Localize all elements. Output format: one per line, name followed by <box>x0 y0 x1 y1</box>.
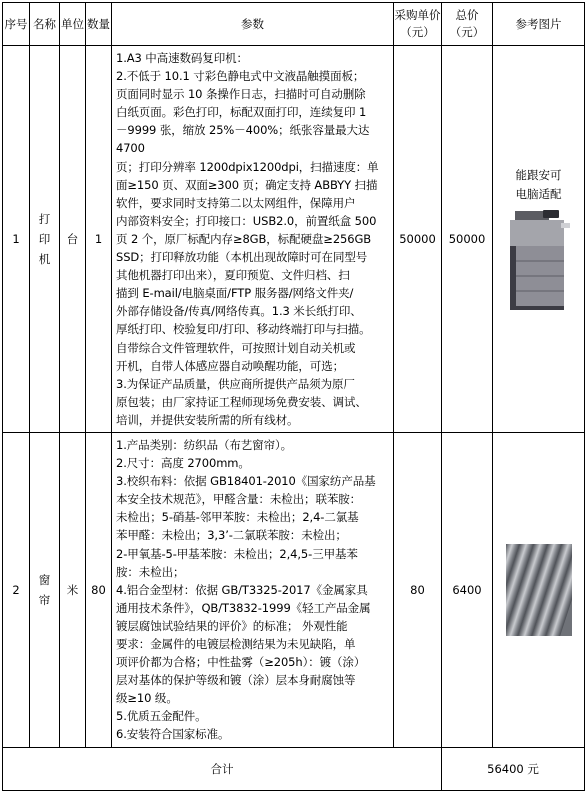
table-row <box>3 46 585 433</box>
params-line: 1.A3 中高速数码复印机： <box>116 51 248 65</box>
params-line: 级≥10 级。 <box>116 691 178 706</box>
params-line: 6.安装符合国家标准。 <box>116 727 230 742</box>
header-price: 采购单价（元） <box>394 3 442 46</box>
table-row <box>3 432 585 747</box>
row-name-char: 窗 <box>38 572 51 587</box>
params-line: 苯甲醛：未检出；3,3’-二氯联苯胺：未检出； <box>116 528 347 543</box>
header-params: 参数 <box>112 3 394 46</box>
curtain-image <box>506 544 572 636</box>
row-price: 50000 <box>394 46 442 433</box>
row-params <box>112 46 394 433</box>
row-unit: 台 <box>60 46 86 433</box>
params-line: 页面同时显示 10 条操作日志，扫描时可自动删除 <box>116 87 366 102</box>
copier-image <box>505 208 573 312</box>
row-index: 1 <box>3 46 30 433</box>
total-label: 合计 <box>3 747 442 790</box>
params-line: 培训，并提供安装所需的所有线材。 <box>116 412 299 427</box>
params-line: 厚纸打印、校验复印/打印、移动终端打印与扫描。 <box>116 322 371 337</box>
header-picture: 参考图片 <box>493 3 585 46</box>
header-name: 名称 <box>30 3 60 46</box>
params-line: 原包装；由厂家持证工程师现场免费安装、调试、 <box>116 394 367 409</box>
params-line: 镀层腐蚀试验结果的评价》的标准； 外观性能 <box>116 618 348 633</box>
params-line: 外部存储设备/传真/网络传真。1.3 米长纸打印、 <box>116 304 362 319</box>
row-name-char: 印 <box>38 231 51 246</box>
header-total: 总价（元） <box>442 3 493 46</box>
row-qty: 1 <box>86 46 112 433</box>
row-params <box>112 432 394 747</box>
params-line: SSD；打印释放功能（本机出现故障时可在同型号 <box>116 250 368 265</box>
params-line: 项评价都为合格；中性盐雾（≥205h）：镀（涂） <box>116 655 366 670</box>
header-row <box>3 3 585 46</box>
params-line: 3.校织布料：依据 GB18401-2010《国家纺产品基 <box>116 474 376 489</box>
params-line: 页；打印分辨率 1200dpix1200dpi，扫描速度：单 <box>116 159 379 174</box>
caption-line: 电脑适配 <box>515 186 562 201</box>
params-line: 页 2 个，原厂标配内存≥8GB，标配硬盘≥256GB <box>116 231 372 246</box>
params-line: 面≥150 页、双面≥300 页；确定支持 ABBYY 扫描 <box>116 177 378 192</box>
total-sum: 56400 元 <box>442 747 585 790</box>
row-total: 50000 <box>442 46 493 433</box>
total-row <box>3 747 585 790</box>
row-name <box>30 46 60 433</box>
params-line: 2.尺寸：高度 2700mm。 <box>116 456 250 471</box>
params-line: 5.优质五金配件。 <box>116 709 207 724</box>
picture-caption <box>493 166 584 204</box>
row-name-char: 打 <box>38 211 51 226</box>
params-line: 4.铝合金型材：依据 GB/T3325-2017《金属家具 <box>116 582 368 597</box>
params-line: 通用技术条件》，QB/T3832-1999《轻工产品金属 <box>116 600 371 615</box>
params-line: 软件，要求同时支持第二以太网组件，保障用户 <box>116 195 356 210</box>
params-line: －9999 张，缩放 25%－400%；纸张容量最大达 4700 <box>116 123 370 156</box>
header-qty: 数量 <box>86 3 112 46</box>
params-text <box>116 49 390 429</box>
params-text <box>116 436 390 744</box>
params-line: 1.产品类别：纺织品（布艺窗帘）。 <box>116 437 293 452</box>
caption-line: 能跟安可 <box>515 167 562 182</box>
row-total: 6400 <box>442 432 493 747</box>
params-line: 未检出；5-硝基-邻甲苯胺：未检出；2,4-二氯基 <box>116 510 359 525</box>
params-line: 白纸页面。彩色打印，标配双面打印，连续复印 1 <box>116 105 367 120</box>
row-qty: 80 <box>86 432 112 747</box>
row-index: 2 <box>3 432 30 747</box>
params-line: 层对基体的保护等级和镀（涂）层本身耐腐蚀等 <box>116 673 356 688</box>
row-picture <box>493 46 585 433</box>
params-line: 描到 E-mail/电脑桌面/FTP 服务器/网络文件夹/ <box>116 286 354 301</box>
procurement-table <box>2 2 585 791</box>
row-name-char: 机 <box>38 251 51 266</box>
params-line: 要求：金属件的电镀层检测结果为未见缺陷，单 <box>116 637 356 651</box>
params-line: 自带综合文件管理软件，可按照计划自动关机或 <box>116 340 356 355</box>
row-unit: 米 <box>60 432 86 747</box>
row-name-char: 帘 <box>38 592 51 607</box>
params-line: 开机，自带人体感应器自动唤醒功能，可选； <box>116 358 344 373</box>
row-name <box>30 432 60 747</box>
params-line: 2.不低于 10.1 寸彩色静电式中文液晶触摸面板； <box>116 69 365 84</box>
params-line: 其他机器打印出来），夏印预览、文件归档、扫 <box>116 268 350 283</box>
params-line: 内部资料安全；打印接口：USB2.0，前置纸盒 500 <box>116 213 377 228</box>
params-line: 胺：未检出； <box>116 564 185 579</box>
header-unit: 单位 <box>60 3 86 46</box>
header-index: 序号 <box>3 3 30 46</box>
row-price: 80 <box>394 432 442 747</box>
params-line: 3.为保证产品质量，供应商所提供产品须为原厂 <box>116 376 355 391</box>
params-line: 本安全技术规范》，甲醛含量：未检出；联苯胺： <box>116 492 362 507</box>
row-picture <box>493 432 585 747</box>
params-line: 2-甲氧基-5-甲基苯胺：未检出；2,4,5-三甲基苯 <box>116 546 358 561</box>
